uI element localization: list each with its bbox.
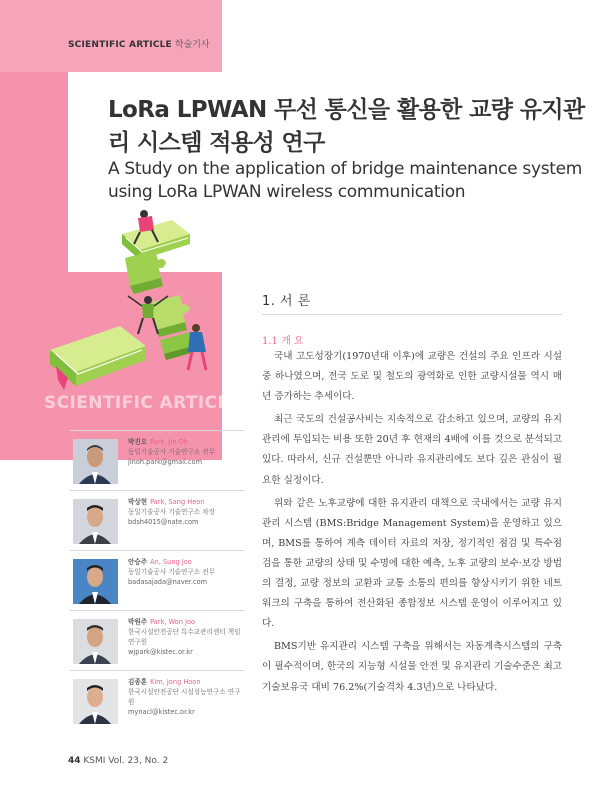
author-divider [70,550,245,551]
author-name-ko: 박상현 [128,498,148,506]
author-photo [73,559,118,604]
author-photo [73,499,118,544]
author-divider [70,670,245,671]
author-divider [70,610,245,611]
author-affiliation: 동일기술공사 기술연구소 전무 [128,448,215,456]
author-email: badasajada@naver.com [128,578,208,586]
author-name-en: Park, Jin Oh [150,438,188,446]
puzzle-illustration [30,200,240,420]
author-affiliation: 한국시설안전공단 시설성능연구소 연구원 [128,688,241,706]
author-card [70,674,245,730]
article-title-en: A Study on the application of bridge maintenance system using LoRa LPWAN wireless communication [108,159,583,202]
author-divider [70,430,245,431]
scientific-article-watermark: SCIENTIFIC ARTICLE [44,393,241,413]
subsection-heading: 1.1 개 요 [262,336,304,347]
pink-header-band [0,0,222,72]
heading-rule [262,314,562,315]
author-affiliation: 한국시설안전공단 특수교관리센터 책임연구원 [128,628,241,646]
author-name-ko: 안승주 [128,558,148,566]
author-email: wjpark@kistec.or.kr [128,648,193,656]
journal-issue: KSMI Vol. 23, No. 2 [83,756,169,766]
page-footer [68,756,168,766]
author-card [70,614,245,670]
author-name-en: Park, Won Joo [150,618,196,626]
section-heading: 1. 서 론 [262,294,311,309]
author-name-en: An, Sung Joo [150,558,192,566]
author-email: bdsh4015@nate.com [128,518,199,526]
author-card [70,434,245,490]
body-paragraph: BMS기반 유지관리 시스템 구축을 위해서는 자동계측시스템의 구축이 필수적이며, 한국의 지능형 시설물 안전 및 유지관리 기술수준은 최고 기술보유국 대비 76.2%(기술격차 4.3년)으로 나타났다. [262,641,562,693]
author-email: jinoh.park@gmail.com [128,458,202,466]
author-card [70,494,245,550]
author-divider [70,490,245,491]
body-paragraph: 위와 같은 노후교량에 대한 유지관리 대책으로 국내에서는 교량 유지관리 시스템 (BMS:Bridge Management System)을 운영하고 있으며, BMS를 통하여 계측 데이터 자료의 저장, 정기적인 점검 및 특수점검을 통한 교량의 상태 및 수명에 대한 예측, 노후 교량의 보수·보강 방법의 결정, 교량 정보의 교환과 교통 소통의 편의를 향상시키기 위한 네트워크의 구축을 통하여 전산화된 종합정보 시스템 운영이 이루어지고 있다. [262,497,562,630]
section-tag-en: SCIENTIFIC ARTICLE [68,40,172,50]
author-name-en: Kim, Jong Hoon [150,678,201,686]
body-paragraph: 최근 국도의 건설공사비는 지속적으로 감소하고 있으며, 교량의 유지관리에 투입되는 비용 또한 20년 후 현재의 4배에 이를 것으로 분석되고 있다. 따라서, 신규 건설뿐만 아니라 유지관리에도 보다 깊은 관심이 필요한 실정이다. [262,414,562,486]
author-affiliation: 동일기술공사 기술연구소 차장 [128,508,215,516]
author-photo [73,619,118,664]
section-tag [68,37,210,50]
article-title-ko: LoRa LPWAN 무선 통신을 활용한 교량 유지관리 시스템 적용성 연구 [108,97,585,156]
author-email: mynacl@kistec.or.kr [128,708,195,716]
author-photo [73,679,118,724]
author-name-en: Park, Sang Heon [150,498,205,506]
body-paragraph: 국내 고도성장기(1970년대 이후)에 교량은 건설의 주요 인프라 시설 중 하나였으며, 전국 도로 및 철도의 광역화로 인한 교량시설물 역시 매년 증가하는 추세이다. [262,351,562,403]
author-photo [73,439,118,484]
author-name-ko: 김종훈 [128,678,148,686]
page-number: 44 [68,756,81,766]
author-name-ko: 박원주 [128,618,148,626]
author-affiliation: 동일기술공사 기술연구소 전무 [128,568,215,576]
lower-book-icon [50,326,146,390]
article-body [262,347,562,701]
section-tag-ko: 학술기사 [174,40,210,50]
author-name-ko: 박진오 [128,438,148,446]
author-card [70,554,245,610]
